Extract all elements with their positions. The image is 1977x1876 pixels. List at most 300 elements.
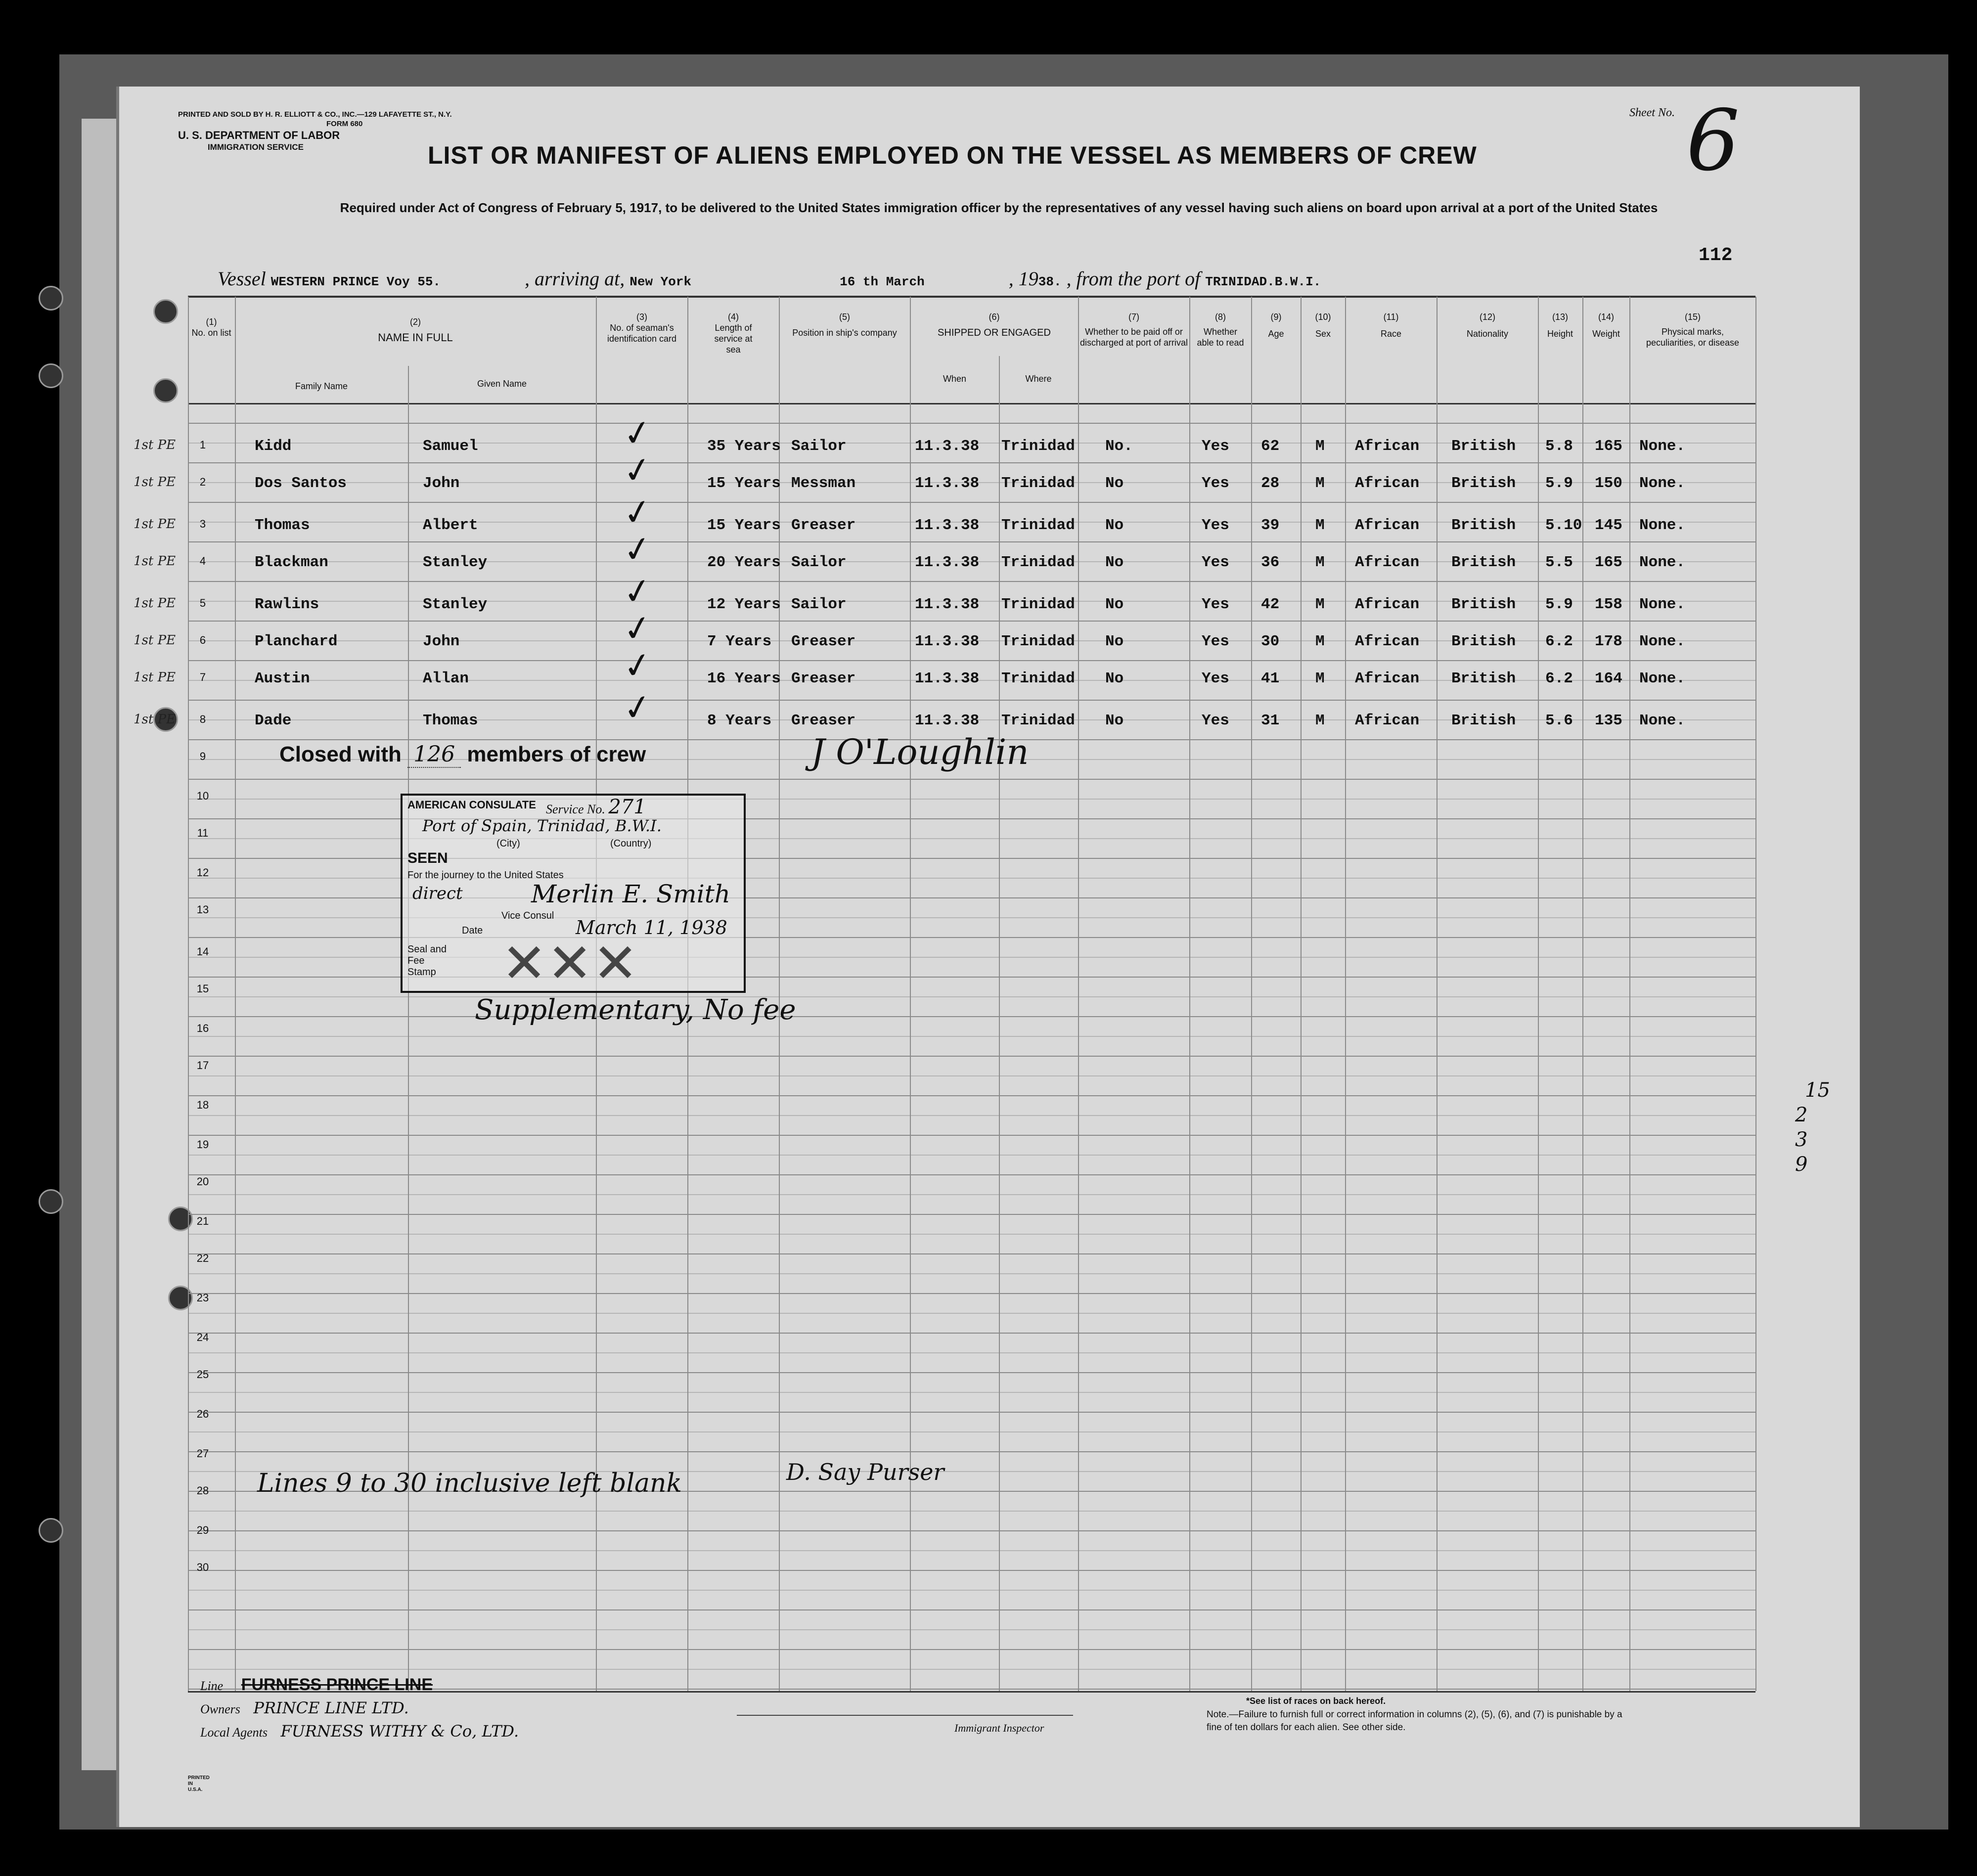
- line-number: 29: [196, 1524, 209, 1536]
- row-rule: [188, 1135, 1755, 1136]
- able-to-read: Yes: [1202, 633, 1229, 650]
- position: Sailor: [791, 596, 847, 613]
- col-num: (5): [839, 312, 850, 322]
- sex: M: [1315, 517, 1325, 534]
- col-label: Whether to be paid off or discharged at port of arrival: [1079, 327, 1188, 348]
- line-number: 19: [196, 1138, 209, 1151]
- service-length: 20 Years: [707, 554, 781, 571]
- line-number: 3: [199, 518, 206, 530]
- position: Greaser: [791, 633, 856, 650]
- sheet-label: Sheet No.: [1629, 106, 1675, 119]
- height: 5.6: [1545, 712, 1573, 729]
- document-subtitle: Required under Act of Congress of February 5, 1917, to be delivered to the United States immigration officer by the representatives of any vessel having such aliens on board upon arrival at a port of the United States: [340, 200, 1658, 215]
- family-name: Dade: [255, 712, 292, 729]
- height: 5.8: [1545, 438, 1573, 455]
- weight: 150: [1595, 475, 1622, 492]
- stamp-consulate: AMERICAN CONSULATE: [407, 799, 536, 811]
- row-rule: [188, 1392, 1755, 1393]
- weight: 135: [1595, 712, 1622, 729]
- id-card-check-icon: ✓: [620, 607, 655, 650]
- binding-hole-icon: [153, 299, 178, 324]
- col-num: (3): [636, 312, 647, 322]
- weight: 158: [1595, 596, 1622, 613]
- arriving-label: , arriving at,: [525, 268, 625, 290]
- col-label: NAME IN FULL: [378, 331, 453, 344]
- col-divider: [1251, 297, 1252, 1691]
- line-number: 25: [196, 1368, 209, 1381]
- col-num: (9): [1270, 312, 1282, 322]
- line-number: 11: [197, 827, 209, 839]
- line-label: Line: [200, 1679, 224, 1693]
- position: Greaser: [791, 517, 856, 534]
- shipped-where: Trinidad: [1001, 554, 1075, 571]
- row-rule: [188, 1570, 1755, 1571]
- cross-marks-icon: ✕✕✕: [501, 933, 638, 994]
- line-number: 16: [196, 1022, 209, 1034]
- family-name: Blackman: [255, 554, 328, 571]
- physical-marks: None.: [1639, 596, 1686, 613]
- nationality: British: [1451, 670, 1516, 687]
- shipped-when: 11.3.38: [915, 517, 980, 534]
- col-num: (7): [1128, 312, 1139, 322]
- given-name: John: [423, 475, 460, 492]
- family-name: Thomas: [255, 517, 310, 534]
- sheet-number: 6: [1686, 92, 1740, 190]
- age: 39: [1261, 517, 1280, 534]
- physical-marks: None.: [1639, 633, 1686, 650]
- family-name: Kidd: [255, 438, 292, 455]
- col-header-service: [689, 312, 778, 355]
- service-length: 35 Years: [707, 438, 781, 455]
- row-rule: [188, 1609, 1755, 1610]
- service-length: 12 Years: [707, 596, 781, 613]
- side-number: 2: [1795, 1104, 1808, 1126]
- id-card-check-icon: ✓: [620, 448, 655, 492]
- row-rule: [188, 462, 1755, 463]
- col-label: Physical marks, peculiarities, or disease: [1646, 327, 1740, 348]
- family-name: Austin: [255, 670, 310, 687]
- binding-hole-icon: [39, 1518, 63, 1543]
- paid-off: No: [1105, 712, 1124, 729]
- col-num: (11): [1383, 312, 1399, 322]
- department-name: U. S. DEPARTMENT OF LABOR: [178, 129, 340, 141]
- given-name: Samuel: [423, 438, 478, 455]
- paid-off: No: [1105, 554, 1124, 571]
- row-rule: [188, 1511, 1755, 1512]
- row-rule: [188, 621, 1755, 622]
- line-number: 23: [196, 1292, 209, 1304]
- age: 36: [1261, 554, 1280, 571]
- line-number: 20: [196, 1175, 209, 1188]
- shipped-when: 11.3.38: [915, 633, 980, 650]
- from-label: , from the port of: [1066, 268, 1201, 290]
- row-rule: [188, 700, 1755, 701]
- margin-note: 1st PE: [134, 596, 176, 611]
- line-number: 2: [199, 476, 206, 488]
- margin-note: 1st PE: [134, 554, 176, 569]
- race: African: [1355, 670, 1420, 687]
- footer-line-row: [200, 1674, 519, 1697]
- race: African: [1355, 596, 1420, 613]
- line-number: 4: [199, 555, 206, 567]
- col-num: (4): [728, 312, 739, 322]
- age: 28: [1261, 475, 1280, 492]
- line-number: 5: [199, 597, 206, 609]
- paid-off: No: [1105, 670, 1124, 687]
- row-rule: [188, 1075, 1755, 1076]
- col-header-sex: [1302, 312, 1344, 339]
- row-rule: [188, 1214, 1755, 1215]
- physical-marks: None.: [1639, 670, 1686, 687]
- line-number: 12: [196, 866, 209, 879]
- row-rule: [188, 423, 1755, 424]
- vessel-line: [218, 267, 1321, 290]
- id-card-check-icon: ✓: [620, 411, 655, 455]
- paid-off: No: [1105, 633, 1124, 650]
- binding-hole-icon: [153, 378, 178, 403]
- col-divider: [1629, 297, 1630, 1691]
- row-rule: [188, 779, 1755, 780]
- col-divider: [1345, 297, 1346, 1691]
- col-header-weight: [1583, 312, 1629, 339]
- position: Greaser: [791, 670, 856, 687]
- row-rule: [188, 1056, 1755, 1057]
- col-divider: [1078, 297, 1079, 1691]
- closed-suffix: members of crew: [467, 742, 646, 766]
- row-rule: [188, 1234, 1755, 1235]
- age: 42: [1261, 596, 1280, 613]
- service-length: 7 Years: [707, 633, 772, 650]
- col-divider: [235, 297, 236, 1691]
- line-number: 18: [196, 1099, 209, 1111]
- row-rule: [188, 1629, 1755, 1630]
- owners-label: Owners: [200, 1702, 240, 1716]
- margin-note: 1st PE: [134, 438, 176, 452]
- family-name: Dos Santos: [255, 475, 347, 492]
- col-label: Height: [1547, 329, 1573, 339]
- col-divider: [1582, 297, 1583, 1691]
- col-label: Length of service at sea: [714, 323, 753, 355]
- age: 41: [1261, 670, 1280, 687]
- row-rule: [188, 1253, 1755, 1254]
- weight: 165: [1595, 554, 1622, 571]
- height: 5.5: [1545, 554, 1573, 571]
- col-header-no: [188, 316, 235, 338]
- col-label: SHIPPED OR ENGAGED: [938, 327, 1051, 338]
- line-number: 10: [196, 790, 209, 802]
- supplementary-note: Supplementary, No fee: [475, 994, 796, 1026]
- vessel-label: Vessel: [218, 268, 266, 290]
- year-prefix: , 19: [1008, 268, 1038, 290]
- col-label: Age: [1268, 329, 1284, 339]
- paid-off: No: [1105, 596, 1124, 613]
- race: African: [1355, 517, 1420, 534]
- row-rule: [188, 996, 1755, 997]
- line-number: 24: [196, 1331, 209, 1343]
- side-number-column: [1795, 1078, 1830, 1177]
- row-rule: [188, 1550, 1755, 1551]
- footer-agents-row: [200, 1720, 519, 1743]
- row-rule: [188, 1313, 1755, 1314]
- row-rule: [188, 1352, 1755, 1353]
- line-number: 21: [196, 1215, 209, 1227]
- row-rule: [188, 1036, 1755, 1037]
- col-label: Whether able to read: [1197, 327, 1244, 348]
- service-length: 16 Years: [707, 670, 781, 687]
- height: 5.9: [1545, 596, 1573, 613]
- row-rule: [188, 1155, 1755, 1156]
- row-rule: [188, 1194, 1755, 1195]
- position: Sailor: [791, 438, 847, 455]
- col-header-age: [1253, 312, 1300, 339]
- paid-off: No.: [1105, 438, 1133, 455]
- lines-blank-note: Lines 9 to 30 inclusive left blank: [257, 1469, 682, 1498]
- stamp-seal-label: Seal and Fee Stamp: [407, 944, 447, 978]
- race: African: [1355, 438, 1420, 455]
- row-rule: [188, 581, 1755, 582]
- margin-note: 1st PE: [134, 670, 176, 685]
- able-to-read: Yes: [1202, 517, 1229, 534]
- able-to-read: Yes: [1202, 596, 1229, 613]
- shipped-where: Trinidad: [1001, 596, 1075, 613]
- col-header-position: [780, 312, 909, 338]
- id-card-check-icon: ✓: [620, 528, 655, 571]
- shipped-where: Trinidad: [1001, 712, 1075, 729]
- row-rule: [188, 1669, 1755, 1670]
- line-number: 6: [199, 634, 206, 646]
- service-length: 15 Years: [707, 475, 781, 492]
- row-rule: [188, 1451, 1755, 1452]
- row-rule: [188, 1412, 1755, 1413]
- col-label: Sex: [1315, 329, 1331, 339]
- row-rule: [188, 1115, 1755, 1116]
- owners-value: PRINCE LINE LTD.: [253, 1698, 409, 1717]
- shipped-when: 11.3.38: [915, 438, 980, 455]
- age: 62: [1261, 438, 1280, 455]
- nationality: British: [1451, 712, 1516, 729]
- row-rule: [188, 1590, 1755, 1591]
- id-card-check-icon: ✓: [620, 491, 655, 534]
- sex: M: [1315, 438, 1325, 455]
- penalty-note: Note.—Failure to furnish full or correct information in columns (2), (5), (6), and (7) is punishable by a fine of ten dollars for each alien. See other side.: [1207, 1709, 1622, 1733]
- race: African: [1355, 554, 1420, 571]
- agents-label: Local Agents: [200, 1725, 268, 1740]
- stamp-journey-label: For the journey to the United States: [407, 870, 564, 881]
- line-number: 14: [196, 945, 209, 958]
- col-label: Race: [1380, 329, 1402, 339]
- shipped-where: Trinidad: [1001, 633, 1075, 650]
- given-name: Stanley: [423, 596, 488, 613]
- col-num: (12): [1479, 312, 1495, 322]
- stamp-date-label: Date: [462, 925, 483, 936]
- nationality: British: [1451, 633, 1516, 650]
- able-to-read: Yes: [1202, 438, 1229, 455]
- line-number: 30: [196, 1561, 209, 1573]
- printer-imprint: [178, 110, 452, 129]
- side-number: 3: [1795, 1128, 1808, 1151]
- given-name: Thomas: [423, 712, 478, 729]
- row-rule: [188, 1333, 1755, 1334]
- inspector-label: Immigrant Inspector: [954, 1722, 1044, 1734]
- physical-marks: None.: [1639, 438, 1686, 455]
- sex: M: [1315, 554, 1325, 571]
- table-top-rule: [188, 296, 1755, 298]
- shipped-when: 11.3.38: [915, 712, 980, 729]
- row-rule: [188, 1095, 1755, 1096]
- given-name: Allan: [423, 670, 469, 687]
- col-header-shipped: [911, 312, 1077, 338]
- binding-hole-icon: [39, 363, 63, 388]
- binding-flap: [82, 119, 121, 1770]
- nationality: British: [1451, 438, 1516, 455]
- binding-hole-icon: [39, 286, 63, 311]
- family-name: Planchard: [255, 633, 338, 650]
- line-number: 7: [199, 671, 206, 683]
- side-number: 9: [1795, 1153, 1808, 1176]
- physical-marks: None.: [1639, 554, 1686, 571]
- position: Messman: [791, 475, 856, 492]
- col-header-when: When: [943, 374, 967, 384]
- col-num: (6): [988, 312, 1000, 322]
- closed-note: [279, 742, 646, 767]
- vessel-name: WESTERN PRINCE Voy 55.: [270, 274, 441, 289]
- given-name: Albert: [423, 517, 478, 534]
- height: 6.2: [1545, 633, 1573, 650]
- row-rule: [188, 1530, 1755, 1531]
- col-header-family: Family Name: [295, 381, 348, 391]
- weight: 145: [1595, 517, 1622, 534]
- page-number: 112: [1699, 245, 1733, 266]
- shipped-where: Trinidad: [1001, 517, 1075, 534]
- row-rule: [188, 1273, 1755, 1274]
- stamp-service: [546, 796, 646, 818]
- shipped-where: Trinidad: [1001, 438, 1075, 455]
- sex: M: [1315, 596, 1325, 613]
- age: 30: [1261, 633, 1280, 650]
- stamp-title: Vice Consul: [501, 910, 554, 921]
- col-divider: [1301, 297, 1302, 1691]
- service-length: 15 Years: [707, 517, 781, 534]
- col-label: Position in ship's company: [792, 328, 897, 338]
- weight: 178: [1595, 633, 1622, 650]
- row-rule: [188, 1649, 1755, 1650]
- line-number: 1: [199, 439, 206, 451]
- shipped-when: 11.3.38: [915, 670, 980, 687]
- able-to-read: Yes: [1202, 554, 1229, 571]
- able-to-read: Yes: [1202, 475, 1229, 492]
- row-rule: [188, 1293, 1755, 1294]
- row-rule: [188, 1431, 1755, 1432]
- form-number: FORM 680: [326, 120, 363, 128]
- row-rule: [188, 660, 1755, 661]
- footer-owners-row: [200, 1697, 519, 1720]
- stamp-city-label: (City): [496, 838, 520, 849]
- col-divider: [1755, 297, 1756, 1691]
- col-header-given: Given Name: [477, 379, 527, 389]
- line-number: 13: [196, 903, 209, 916]
- col-num: (14): [1598, 312, 1614, 322]
- consulate-stamp: [401, 794, 746, 993]
- col-header-paid-off: [1079, 312, 1188, 348]
- col-num: (8): [1215, 312, 1226, 322]
- shipped-where: Trinidad: [1001, 670, 1075, 687]
- race: African: [1355, 712, 1420, 729]
- printer-line: PRINTED AND SOLD BY H. R. ELLIOTT & CO., INC.—129 LAFAYETTE ST., N.Y.: [178, 110, 452, 119]
- closed-prefix: Closed with: [279, 742, 402, 766]
- height: 5.10: [1545, 517, 1582, 534]
- purser-signature: D. Say Purser: [786, 1459, 944, 1485]
- stamp-service-no: 271: [608, 796, 646, 818]
- line-number: 17: [196, 1059, 209, 1072]
- binding-hole-icon: [39, 1189, 63, 1214]
- physical-marks: None.: [1639, 517, 1686, 534]
- row-rule: [188, 1016, 1755, 1017]
- col-header-height: [1539, 312, 1581, 339]
- col-num: (10): [1315, 312, 1331, 322]
- given-name: Stanley: [423, 554, 488, 571]
- printed-in-usa-mark: PRINTED IN U.S.A.: [188, 1775, 210, 1792]
- stamp-journey: direct: [412, 884, 463, 903]
- height: 6.2: [1545, 670, 1573, 687]
- given-name: John: [423, 633, 460, 650]
- departure-port: TRINIDAD.B.W.I.: [1205, 274, 1321, 289]
- row-rule: [188, 1174, 1755, 1175]
- col-label: Nationality: [1466, 329, 1509, 339]
- col-num: (1): [206, 317, 217, 327]
- closed-count: 126: [407, 742, 461, 768]
- nationality: British: [1451, 554, 1516, 571]
- age: 31: [1261, 712, 1280, 729]
- stamp-seen: SEEN: [407, 850, 448, 866]
- shipped-when: 11.3.38: [915, 554, 980, 571]
- id-card-check-icon: ✓: [620, 644, 655, 687]
- sex: M: [1315, 633, 1325, 650]
- service-name: IMMIGRATION SERVICE: [208, 142, 304, 152]
- nationality: British: [1451, 517, 1516, 534]
- agents-value: FURNESS WITHY & Co, LTD.: [280, 1722, 519, 1741]
- line-number: 15: [196, 983, 209, 995]
- col-header-race: [1347, 312, 1436, 339]
- inspector-signature-line: [737, 1715, 1073, 1716]
- position: Greaser: [791, 712, 856, 729]
- line-number: 8: [199, 713, 206, 725]
- side-number: 15: [1805, 1079, 1830, 1102]
- margin-note: 1st PE: [134, 633, 176, 648]
- col-label: Weight: [1592, 329, 1620, 339]
- stamp-date: March 11, 1938: [576, 917, 727, 938]
- arrival-port: New York: [629, 274, 692, 289]
- col-header-nationality: [1438, 312, 1537, 339]
- shipped-where: Trinidad: [1001, 475, 1075, 492]
- col-divider: [1437, 297, 1438, 1691]
- id-card-check-icon: ✓: [620, 686, 655, 729]
- document-title: LIST OR MANIFEST OF ALIENS EMPLOYED ON THE VESSEL AS MEMBERS OF CREW: [428, 141, 1477, 169]
- col-header-name: [235, 316, 596, 343]
- weight: 165: [1595, 438, 1622, 455]
- height: 5.9: [1545, 475, 1573, 492]
- col-num: (15): [1684, 312, 1701, 322]
- sex: M: [1315, 670, 1325, 687]
- col-divider: [1538, 297, 1539, 1691]
- paid-off: No: [1105, 517, 1124, 534]
- line-number: 26: [196, 1408, 209, 1420]
- family-name: Rawlins: [255, 596, 319, 613]
- margin-note: 1st PE: [134, 475, 176, 490]
- arrival-year: 38.: [1038, 274, 1062, 289]
- shipped-when: 11.3.38: [915, 596, 980, 613]
- col-divider: [1189, 297, 1190, 1691]
- col-label: No. on list: [191, 328, 231, 338]
